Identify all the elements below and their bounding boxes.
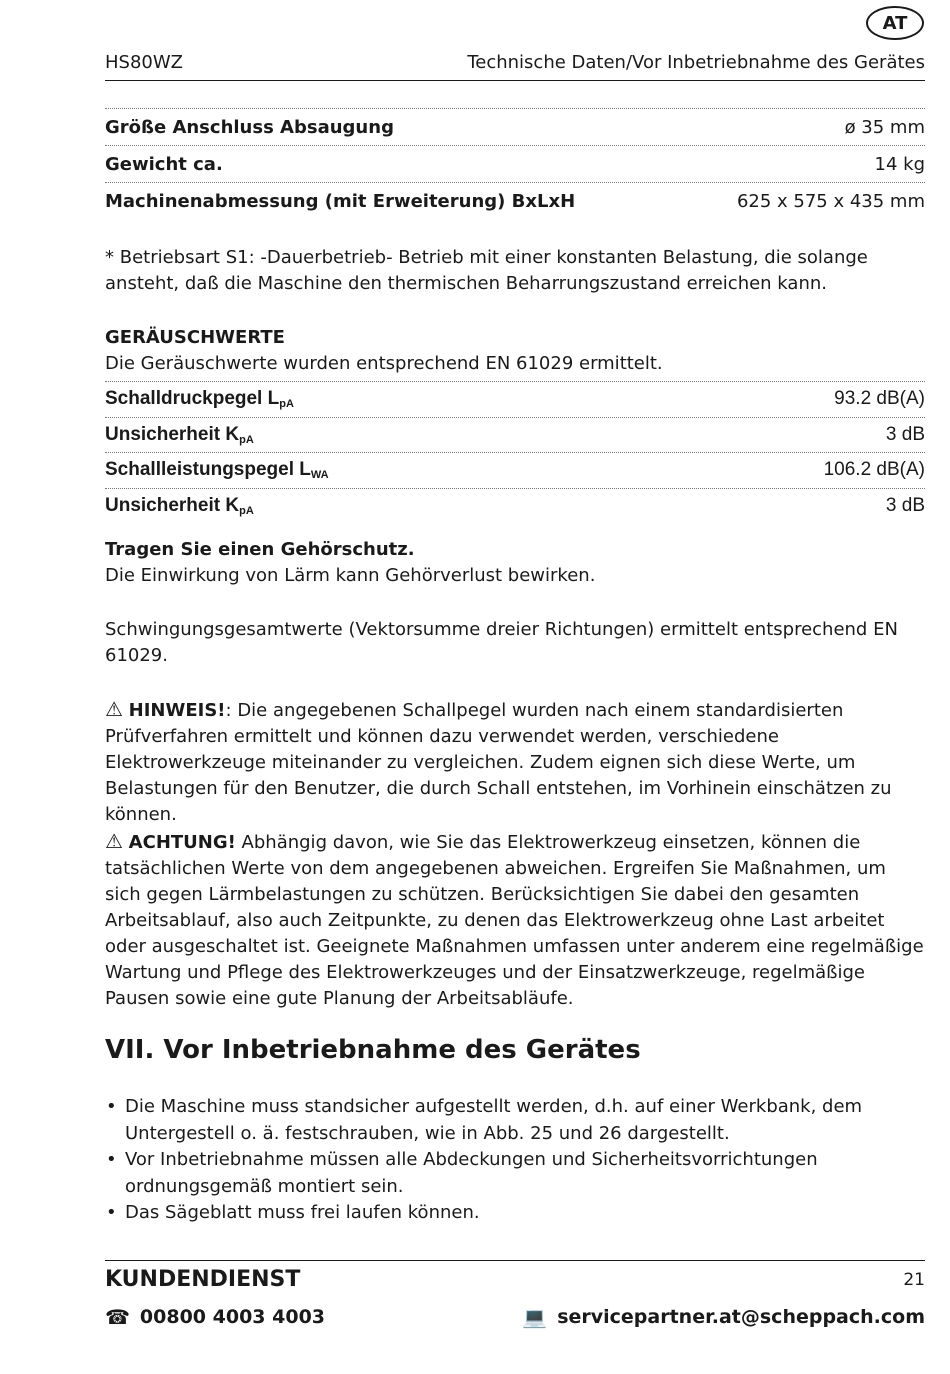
noise-label: Unsicherheit $K_{pA}$ [105,494,254,517]
startup-list [105,1094,925,1227]
achtung-text: Abhängig davon, wie Sie das Elektrowerkzeug einsetzen, können die tatsächlichen Werte von dem angegebenen abweichen. Ergreifen Sie Maßnahmen, um sich gegen Lärmbelastungen zu schützen. Berücksichtigen Sie dabei den gesamten Arbeitsablauf, also auch Zeitpunkte, zu denen das Elektrowerkzeug ohne Last arbeitet oder ausgeschaltet ist. Geeignete Maßnahmen umfassen unter anderem eine regelmäßige Wartung und Pflege des Elektrowerkzeuges und der Einsatzwerkzeuge, regelmäßige Pausen sowie eine gute Planung der Arbeitsabläufe. [105,832,924,1009]
footer-contact-row [105,1305,925,1329]
spec-value: 625 x 575 x 435 mm [736,190,925,212]
footer-divider [105,1260,925,1261]
email-address: servicepartner.at@scheppach.com [557,1306,925,1328]
country-badge: AT [866,6,924,40]
footer-title-row [105,1267,925,1292]
hearing-protection [105,537,925,589]
phone-number: 00800 4003 4003 [139,1306,326,1328]
spec-row [105,109,925,146]
hinweis-note [105,696,925,828]
spec-label: Gewicht ca. [105,153,223,175]
vibration-note: Schwingungsgesamtwerte (Vektorsumme dreier Richtungen) ermittelt entsprechend EN 61029. [105,619,898,666]
phone-contact[interactable] [105,1305,325,1329]
warning-icon: ⚠ [105,829,123,853]
noise-intro: Die Geräuschwerte wurden entsprechend EN 61029 ermittelt. [105,353,663,374]
spec-row [105,146,925,183]
noise-value: 93.2 dB(A) [834,388,925,410]
operating-mode-footnote: * Betriebsart S1: -Dauerbetrieb- Betrieb mit einer konstanten Belastung, die solange ansteht, daß die Maschine den thermischen Beharrungszustand erreichen kann. [105,247,868,294]
noise-row [105,489,925,524]
model-name: HS80WZ [105,52,183,73]
achtung-label: ACHTUNG! [128,832,236,853]
noise-label: Unsicherheit $K_{pA}$ [105,423,254,446]
achtung-note [105,828,925,1012]
list-item: • Die Maschine muss standsicher aufgestellt werden, d.h. auf einer Werkbank, dem Untergestell o. ä. festschrauben, wie in Abb. 25 und 26 dargestellt. [105,1094,925,1147]
customer-service-title: KUNDENDIENST [105,1267,301,1292]
hinweis-text: : Die angegebenen Schallpegel wurden nach einem standardisierten Prüfverfahren ermittelt und können dazu verwendet werden, verschiedene Elektrowerkzeuge miteinander zu vergleichen. Zudem eignen sich diese Werte, um Belastungen für den Benutzer, die durch Schall entstehen, im Vorhinein einschätzen zu können. [105,700,892,825]
spec-label: Machinenabmessung (mit Erweiterung) BxLxH [105,190,576,212]
hearing-warning: Tragen Sie einen Gehörschutz. [105,539,415,560]
spec-value: 14 kg [874,153,925,175]
list-item: • Vor Inbetriebnahme müssen alle Abdeckungen und Sicherheitsvorrichtungen ordnungsgemäß montiert sein. [105,1147,925,1200]
noise-row [105,418,925,454]
email-contact[interactable] [522,1305,925,1329]
noise-value: 3 dB [885,494,925,516]
section-heading: VII. Vor Inbetriebnahme des Gerätes [105,1035,641,1065]
spec-table [105,108,925,219]
noise-heading: GERÄUSCHWERTE [105,327,285,348]
noise-value: 106.2 dB(A) [823,459,925,481]
spec-value: ø 35 mm [844,116,925,138]
telephone-icon: ☎ [105,1305,130,1329]
noise-row [105,382,925,418]
spec-label: Größe Anschluss Absaugung [105,116,394,138]
noise-table [105,381,925,523]
page-number: 21 [903,1269,925,1290]
noise-row [105,453,925,489]
hinweis-label: HINWEIS! [128,700,226,721]
noise-value: 3 dB [885,423,925,445]
computer-icon: 💻 [522,1305,548,1329]
list-item: • Das Sägeblatt muss frei laufen können. [105,1200,925,1227]
noise-label: Schallleistungspegel $L_{WA}$ [105,459,329,482]
spec-row [105,183,925,219]
noise-label: Schalldruckpegel $L_{pA}$ [105,388,294,411]
noise-section [105,325,925,377]
hearing-text: Die Einwirkung von Lärm kann Gehörverlust bewirken. [105,565,596,586]
warning-icon: ⚠ [105,697,123,721]
section-title: Technische Daten/Vor Inbetriebnahme des Gerätes [467,52,925,73]
page-header [105,52,925,81]
